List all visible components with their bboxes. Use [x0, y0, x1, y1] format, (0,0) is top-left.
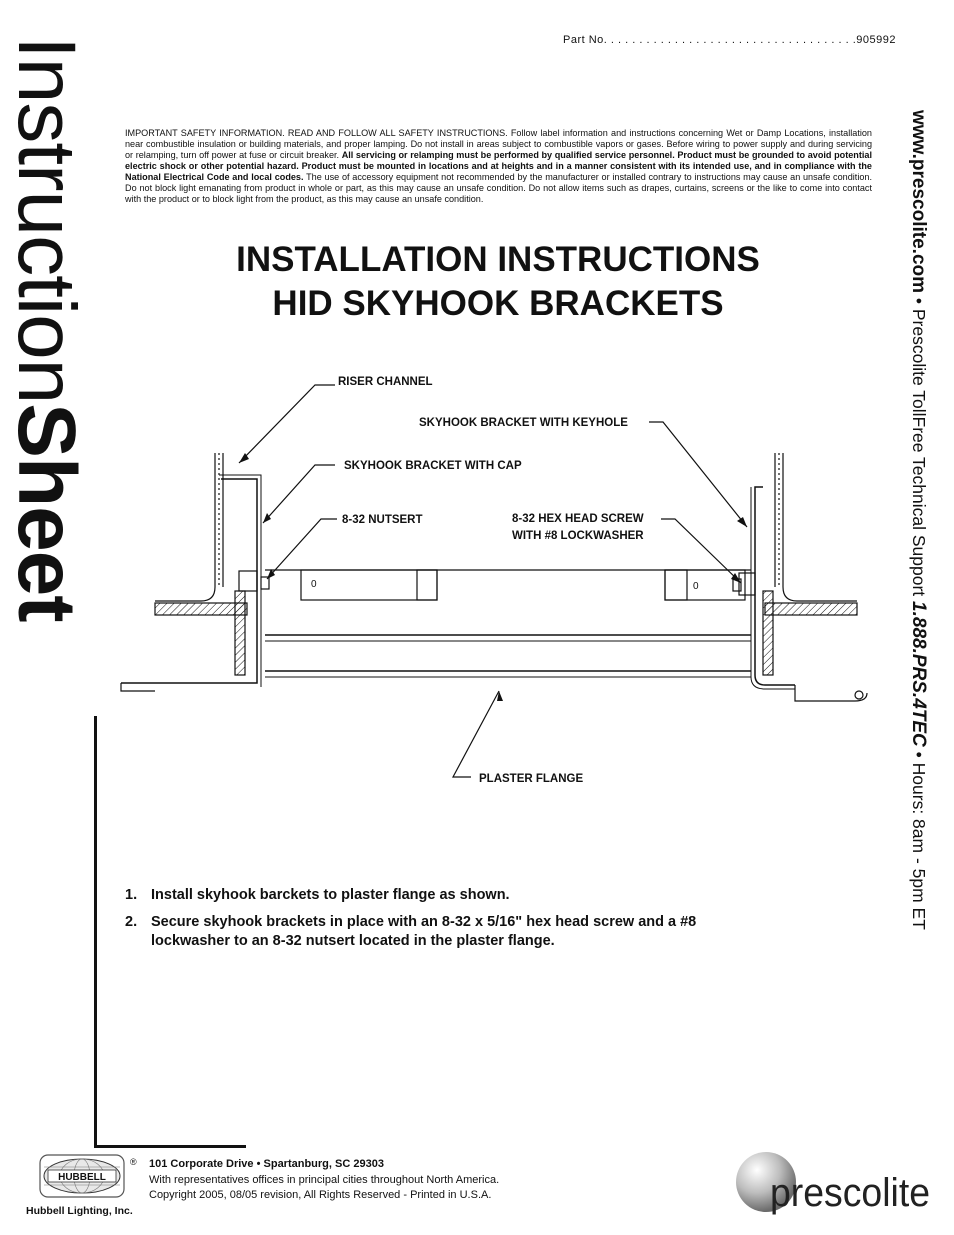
- installation-diagram: [115, 365, 875, 805]
- document-title: [120, 238, 876, 326]
- label-riser-channel: RISER CHANNEL: [338, 376, 433, 388]
- separator: •: [909, 293, 929, 309]
- support-hours: Hours: 8am - 5pm ET: [909, 762, 929, 930]
- prescolite-logo: [736, 1150, 936, 1220]
- leader-bracket-cap: [263, 465, 335, 523]
- safety-text-part2: The use of accessory equipment not recommended by the manufacturer or installed contrary to instructions may cause an unsafe condition. Do not block light emanating from product in whole or part, as this may cause an unsafe condition. Do not allow items such as drapes, curtains, screens or the like to come into contact with the product or to block light from the product, as this may cause an unsafe condition.: [125, 172, 872, 204]
- leader-hex-screw: [661, 519, 741, 583]
- nutsert-left: [239, 571, 257, 591]
- registered-mark: ®: [130, 1157, 137, 1167]
- support-label: Prescolite TollFree Technical Support: [909, 308, 929, 602]
- label-bracket-keyhole: SKYHOOK BRACKET WITH KEYHOLE: [419, 417, 628, 429]
- step-text: Secure skyhook brackets in place with an 8-32 x 5/16" hex head screw and a #8 lockwasher to an 8-32 nutsert located in the plaster flange.: [151, 914, 697, 949]
- label-hex-screw-line2: WITH #8 LOCKWASHER: [512, 530, 644, 542]
- slot-mark-left: 0: [311, 579, 317, 590]
- separator: •: [909, 746, 929, 763]
- support-phone[interactable]: 1.888.PRS.4TEC: [908, 601, 929, 747]
- part-number-label: Part No.: [563, 34, 608, 46]
- frame-wall-left: [235, 591, 245, 675]
- hubbell-logo-text: HUBBELL: [58, 1172, 106, 1183]
- contact-column: [895, 110, 945, 1140]
- riser-channel-right: [775, 453, 857, 601]
- instruction-sheet-banner: [0, 36, 102, 720]
- website-link[interactable]: www.prescolite.com: [908, 110, 929, 294]
- flange-screw-hole: [855, 691, 863, 699]
- safety-information: [125, 128, 872, 205]
- step-item: [125, 913, 745, 951]
- label-bracket-cap: SKYHOOK BRACKET WITH CAP: [344, 460, 522, 472]
- leader-plaster-flange: [453, 691, 499, 777]
- title-line-1: INSTALLATION INSTRUCTIONS: [236, 240, 760, 279]
- banner-word-sheet: Sheet: [1, 403, 92, 622]
- riser-channel-left: [155, 453, 223, 601]
- hubbell-company-name: Hubbell Lighting, Inc.: [26, 1205, 133, 1217]
- safety-text-part1: IMPORTANT SAFETY INFORMATION. READ AND FOLLOW ALL SAFETY INSTRUCTIONS. Follow label information and instructions concerning Wet or Damp Locations, installation near combustible insulation or building materials, and proper lamping. Do not install in areas subject to combustible vapors or gases. Before wiring to power supply and during servicing or relamping, turn off power at fuse or circuit breaker.: [125, 128, 872, 160]
- banner-vertical-rule: [94, 716, 97, 1146]
- step-number: 2.: [125, 914, 138, 930]
- part-number-value: 905992: [856, 34, 897, 46]
- step-number: 1.: [125, 887, 138, 903]
- footer-info: [149, 1157, 499, 1204]
- frame-wall-right: [763, 591, 773, 675]
- banner-word-instruction: Instruction: [1, 36, 92, 404]
- slot-mark-right: 0: [693, 581, 699, 592]
- part-number-line: [563, 34, 896, 46]
- footer-copyright: Copyright 2005, 08/05 revision, All Rights Reserved - Printed in U.S.A.: [149, 1189, 492, 1201]
- company-address: 101 Corporate Drive • Spartanburg, SC 29303: [149, 1158, 384, 1170]
- part-number-dots: . . . . . . . . . . . . . . . . . . . . . . . . . . . . . . . . . . .: [607, 34, 857, 46]
- title-line-2: HID SKYHOOK BRACKETS: [272, 284, 724, 323]
- safety-text-bold: All servicing or relamping must be performed by qualified service personnel. Product must be grounded to avoid potential electric shock or other potential hazard. Product must be mounted in locations and at heights and in a manner consistent with its intended use, and in compliance with the National Electrical Code and local codes.: [125, 150, 872, 182]
- label-nutsert: 8-32 NUTSERT: [342, 514, 423, 526]
- label-plaster-flange: PLASTER FLANGE: [479, 773, 584, 785]
- step-text: Install skyhook barckets to plaster flange as shown.: [151, 887, 510, 903]
- installation-steps: [125, 886, 745, 959]
- ceiling-section-right: [765, 603, 857, 615]
- footer-representatives: With representatives offices in principal cities throughout North America.: [149, 1173, 500, 1186]
- leader-bracket-keyhole: [649, 422, 747, 527]
- hubbell-logo: [26, 1153, 138, 1219]
- label-hex-screw-line1: 8-32 HEX HEAD SCREW: [512, 513, 644, 525]
- plaster-flange-left: [121, 683, 155, 691]
- leader-riser-channel: [239, 385, 335, 463]
- step-item: [125, 886, 745, 905]
- prescolite-logo-text: prescolite: [770, 1171, 930, 1215]
- ceiling-section-left: [155, 603, 247, 615]
- banner-horizontal-rule: [94, 1145, 246, 1148]
